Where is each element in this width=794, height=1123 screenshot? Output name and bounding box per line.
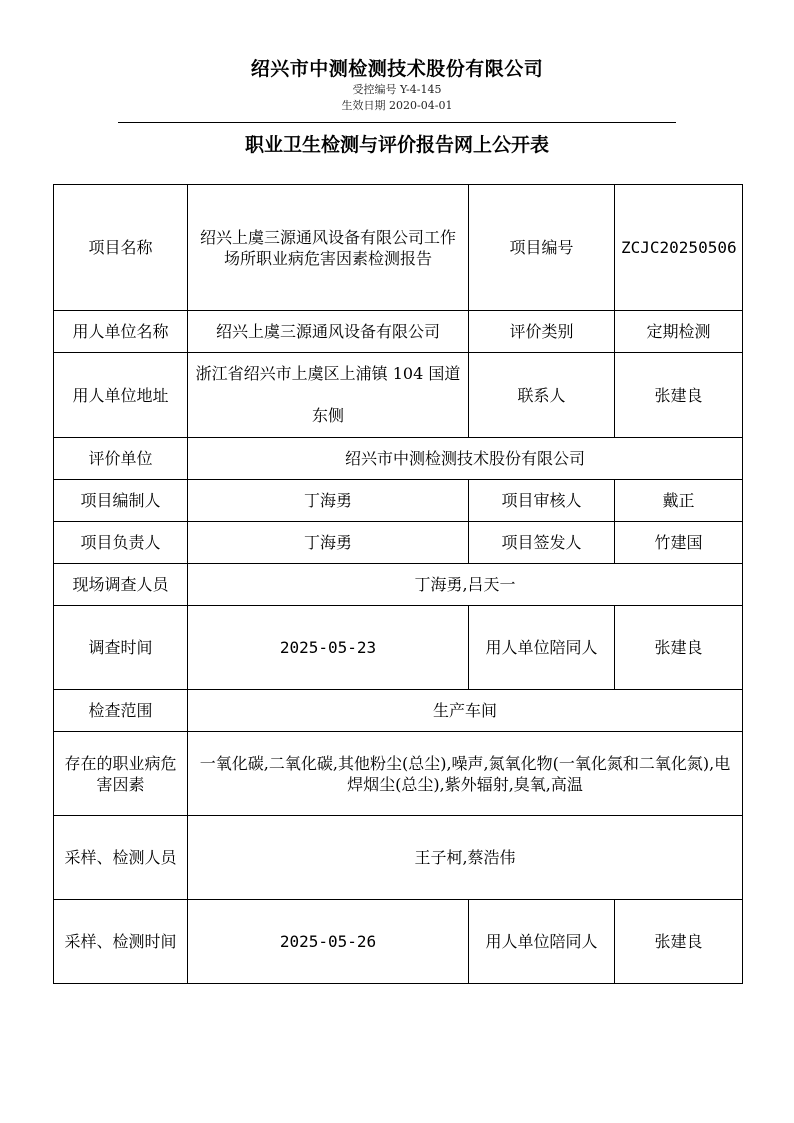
table-row <box>54 900 743 984</box>
control-number: 受控编号 Y-4-145 <box>352 83 442 96</box>
sampling-escort-value: 张建良 <box>615 900 743 984</box>
survey-time-value: 2025-05-23 <box>188 606 469 690</box>
project-no-label: 项目编号 <box>469 185 615 311</box>
reviewer-label: 项目审核人 <box>469 480 615 522</box>
address-value: 浙江省绍兴市上虞区上浦镇 104 国道东侧 <box>188 353 469 438</box>
employer-value: 绍兴上虞三源通风设备有限公司 <box>188 311 469 353</box>
table-row <box>54 185 743 311</box>
table-row <box>54 564 743 606</box>
samplers-label: 采样、检测人员 <box>54 816 188 900</box>
project-no-value: ZCJC20250506 <box>615 185 743 311</box>
document-header <box>0 56 794 114</box>
eval-unit-value: 绍兴市中测检测技术股份有限公司 <box>188 438 743 480</box>
project-name-label: 项目名称 <box>54 185 188 311</box>
contact-value: 张建良 <box>615 353 743 438</box>
compiler-label: 项目编制人 <box>54 480 188 522</box>
table-row <box>54 732 743 816</box>
table-row <box>54 522 743 564</box>
table-row <box>54 438 743 480</box>
eval-type-value: 定期检测 <box>615 311 743 353</box>
leader-value: 丁海勇 <box>188 522 469 564</box>
table-row <box>54 816 743 900</box>
employer-label: 用人单位名称 <box>54 311 188 353</box>
survey-escort-value: 张建良 <box>615 606 743 690</box>
hazards-value: 一氧化碳,二氧化碳,其他粉尘(总尘),噪声,氮氧化物(一氧化氮和二氧化氮),电焊烟尘(总尘),紫外辐射,臭氧,高温 <box>188 732 743 816</box>
address-label: 用人单位地址 <box>54 353 188 438</box>
reviewer-value: 戴正 <box>615 480 743 522</box>
effective-date: 生效日期 2020-04-01 <box>341 99 453 112</box>
eval-unit-label: 评价单位 <box>54 438 188 480</box>
surveyors-value: 丁海勇,吕天一 <box>188 564 743 606</box>
compiler-value: 丁海勇 <box>188 480 469 522</box>
samplers-value: 王子柯,蔡浩伟 <box>188 816 743 900</box>
document-title: 职业卫生检测与评价报告网上公开表 <box>244 134 549 156</box>
company-name: 绍兴市中测检测技术股份有限公司 <box>250 58 544 80</box>
disclosure-table <box>53 184 743 984</box>
table-row <box>54 690 743 732</box>
hazards-label: 存在的职业病危害因素 <box>54 732 188 816</box>
sampling-time-label: 采样、检测时间 <box>54 900 188 984</box>
sampling-time-value: 2025-05-26 <box>188 900 469 984</box>
issuer-value: 竹建国 <box>615 522 743 564</box>
scope-value: 生产车间 <box>188 690 743 732</box>
table-row <box>54 311 743 353</box>
contact-label: 联系人 <box>469 353 615 438</box>
header-divider <box>118 122 676 123</box>
sampling-escort-label: 用人单位陪同人 <box>469 900 615 984</box>
survey-time-label: 调查时间 <box>54 606 188 690</box>
table-row <box>54 606 743 690</box>
survey-escort-label: 用人单位陪同人 <box>469 606 615 690</box>
leader-label: 项目负责人 <box>54 522 188 564</box>
table-row <box>54 480 743 522</box>
project-name-value: 绍兴上虞三源通风设备有限公司工作场所职业病危害因素检测报告 <box>188 185 469 311</box>
surveyors-label: 现场调查人员 <box>54 564 188 606</box>
eval-type-label: 评价类别 <box>469 311 615 353</box>
scope-label: 检查范围 <box>54 690 188 732</box>
table-row <box>54 353 743 438</box>
issuer-label: 项目签发人 <box>469 522 615 564</box>
